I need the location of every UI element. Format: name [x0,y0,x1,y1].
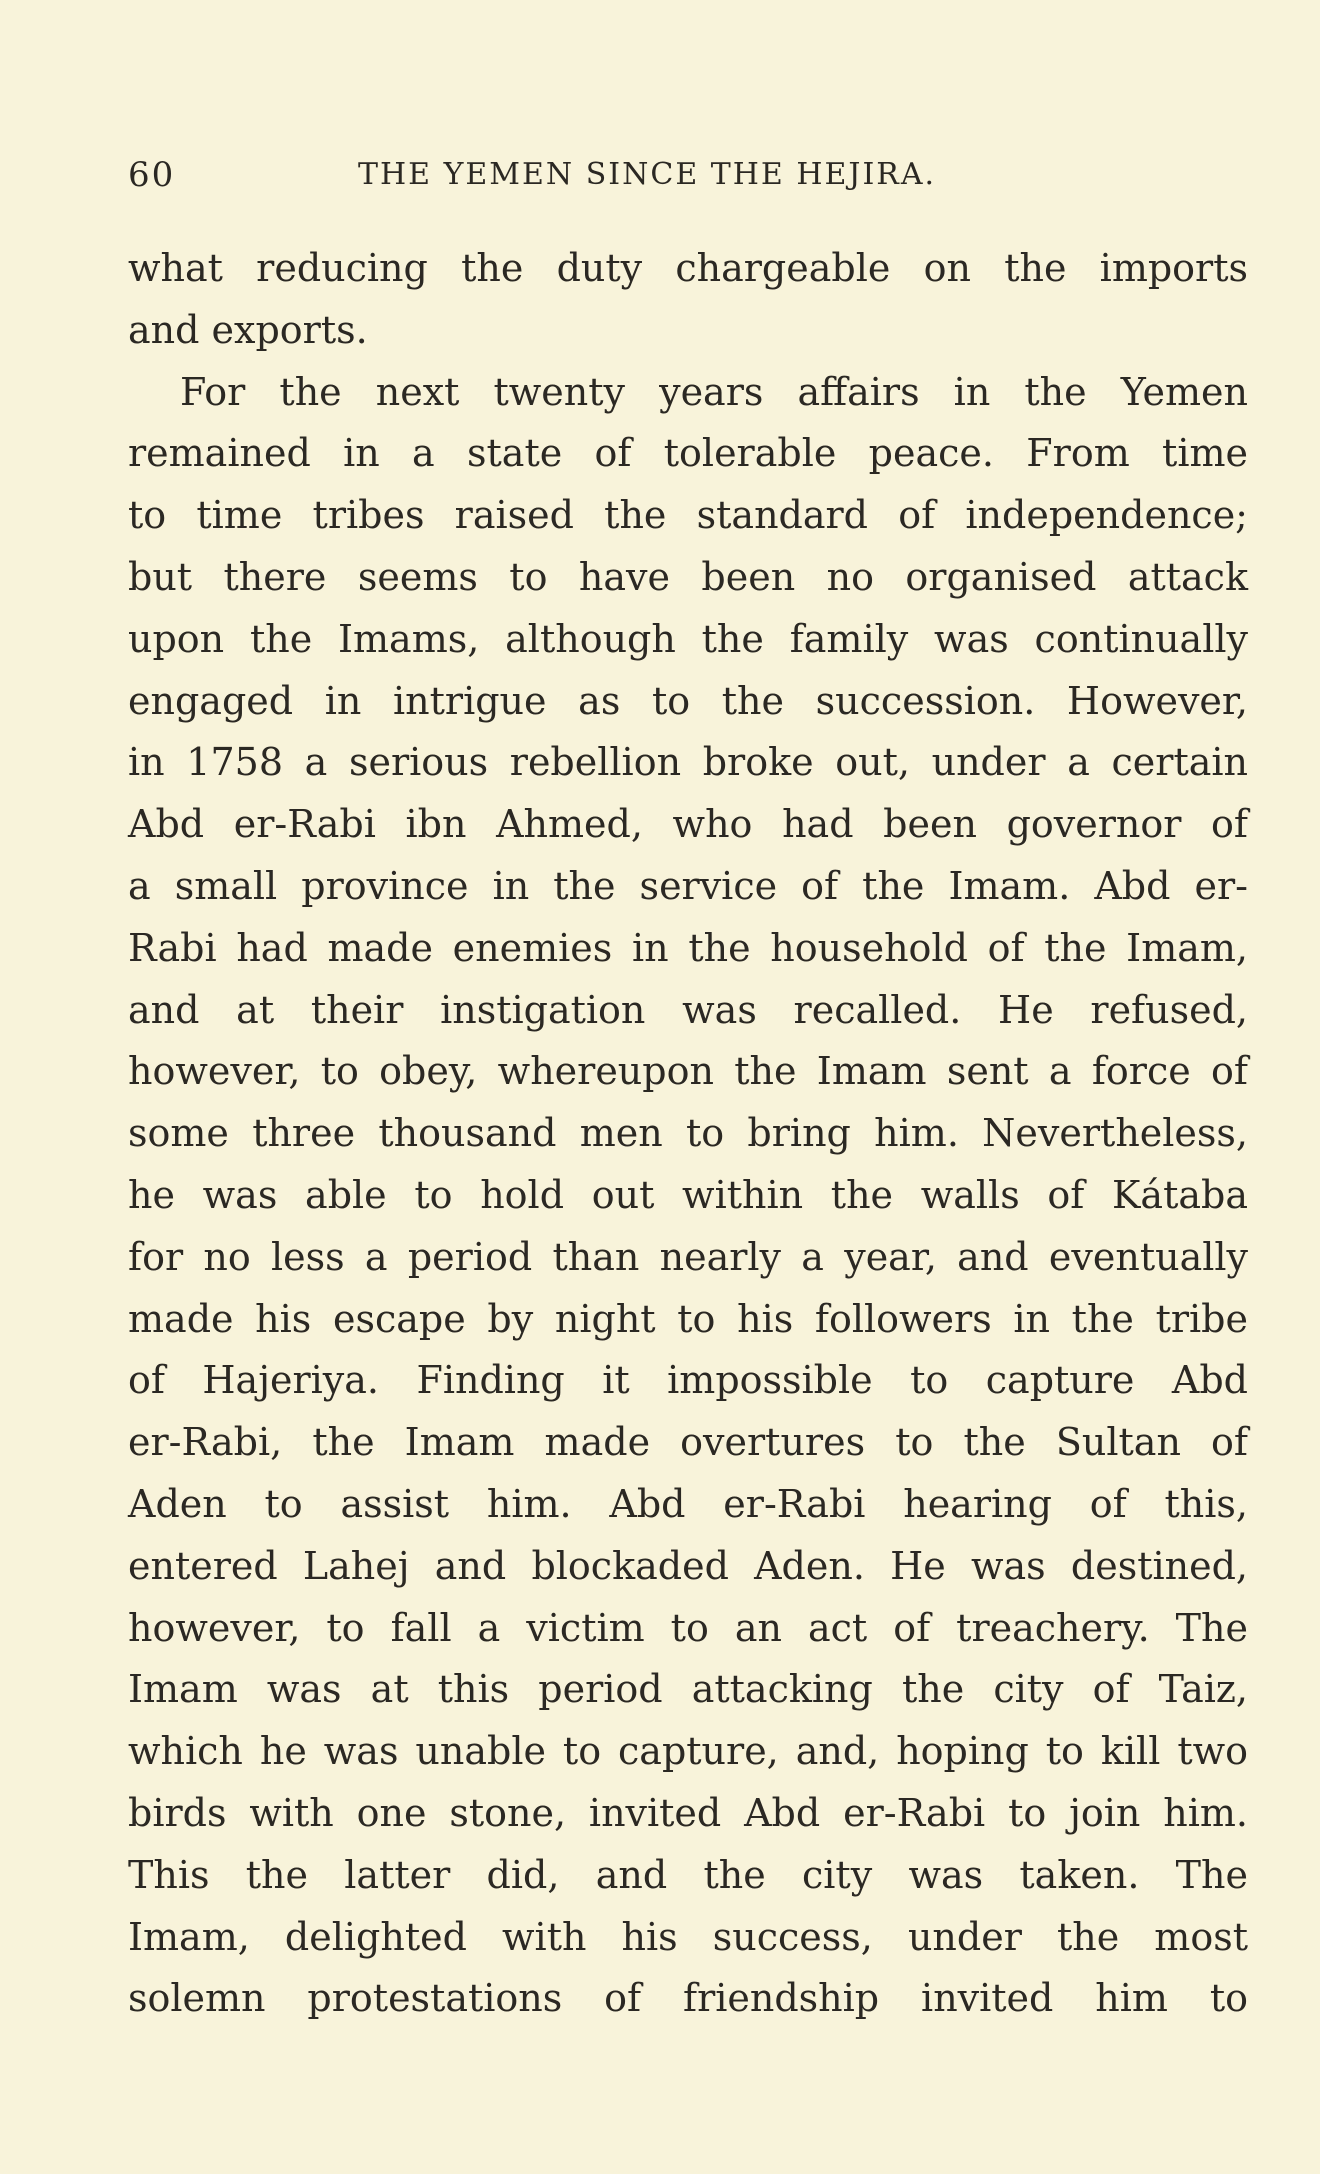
text-line: Aden to assist him. Abd er-Rabi hearing of this, [128,1481,1248,1526]
text-line: solemn protestations of friendship invited him to [128,1976,1248,2021]
text-line: This the latter did, and the city was taken. The [128,1852,1248,1897]
text-line: Abd er-Rabi ibn Ahmed, who had been governor of [128,802,1248,847]
running-head [128,150,1248,200]
text-line: Imam, delighted with his success, under the most [128,1914,1248,1959]
text-line: and at their instigation was recalled. He refused, [128,987,1248,1032]
text-line: made his escape by night to his followers in the tribe [128,1296,1248,1341]
text-line: however, to obey, whereupon the Imam sent a force of [128,1049,1248,1094]
text-line: a small province in the service of the Imam. Abd er- [128,863,1248,908]
text-line: upon the Imams, although the family was continually [128,616,1248,661]
text-line: er-Rabi, the Imam made overtures to the Sultan of [128,1420,1248,1465]
text-line: Imam was at this period attacking the city of Taiz, [128,1667,1248,1712]
text-line: however, to fall a victim to an act of treachery. The [128,1605,1248,1650]
text-line: For the next twenty years affairs in the Yemen [180,369,1248,414]
paragraph-2 [128,362,1248,2031]
paragraph-1 [128,238,1248,362]
text-line: he was able to hold out within the walls of Kátaba [128,1172,1248,1217]
text-line: birds with one stone, invited Abd er-Rabi to join him. [128,1790,1248,1835]
text-line: engaged in intrigue as to the succession. However, [128,678,1248,723]
text-line: entered Lahej and blockaded Aden. He was destined, [128,1543,1248,1588]
running-title: THE YEMEN SINCE THE HEJIRA. [358,157,937,192]
text-line: in 1758 a serious rebellion broke out, under a certain [128,740,1248,785]
text-line: some three thousand men to bring him. Nevertheless, [128,1111,1248,1156]
text-line: remained in a state of tolerable peace. From time [128,431,1248,476]
text-line: of Hajeriya. Finding it impossible to capture Abd [128,1358,1248,1403]
text-line: but there seems to have been no organised attack [128,554,1248,599]
page-number: 60 [128,155,176,195]
text-line: what reducing the duty chargeable on the imports [128,246,1248,290]
text-line: for no less a period than nearly a year, and eventually [128,1234,1248,1279]
body-text [128,238,1248,2030]
text-line: and exports. [128,307,368,352]
text-line: which he was unable to capture, and, hoping to kill two [128,1729,1248,1774]
text-line: Rabi had made enemies in the household of the Imam, [128,925,1248,970]
text-line: to time tribes raised the standard of independence; [128,493,1248,538]
